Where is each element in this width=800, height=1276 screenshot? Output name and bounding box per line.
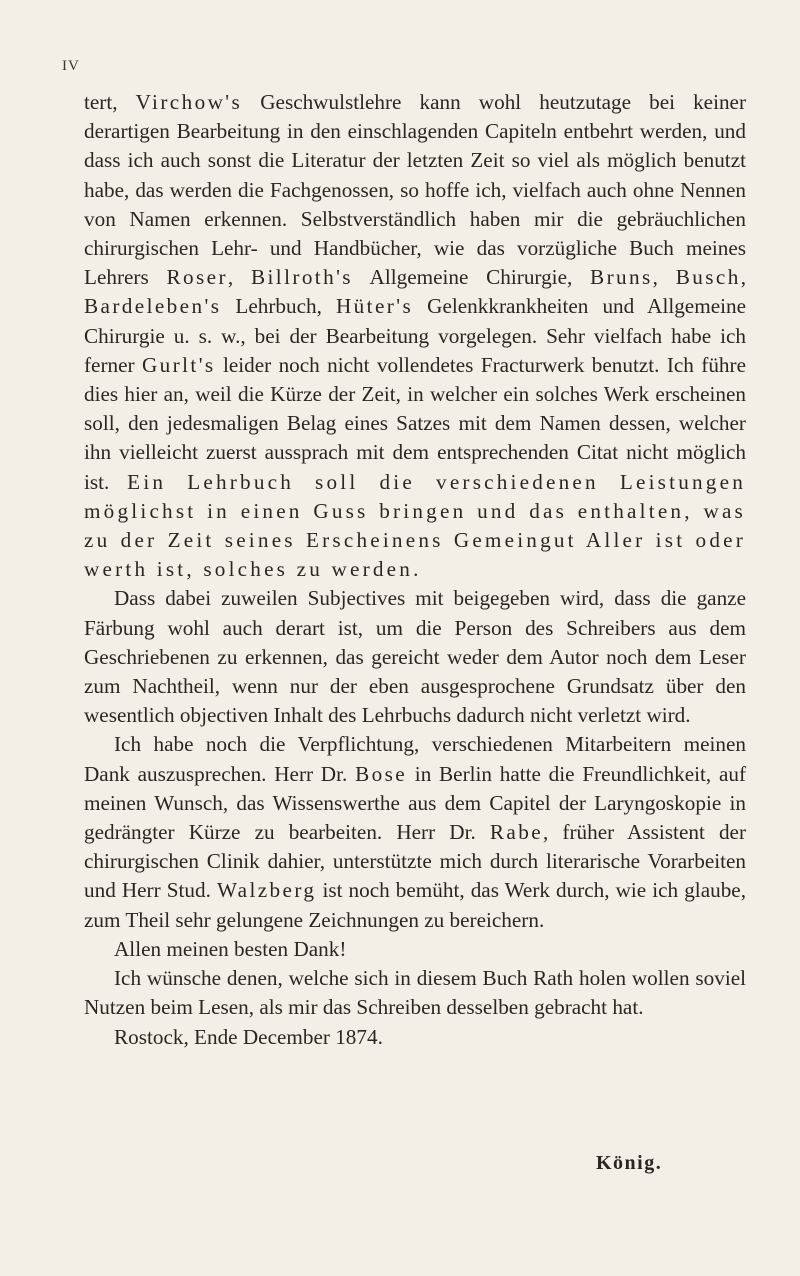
text-run: in Berlin hatte die Freundlichkeit, auf meinen Wunsch, das Wissenswerthe aus dem Capitel der Laryngoskopie in gedrängter Kürze zu bearbeiten. Herr Dr.	[84, 761, 746, 845]
spaced-name: Billroth's	[250, 265, 353, 290]
text-run: ,	[652, 265, 676, 290]
spaced-name: Hüter's	[335, 294, 414, 319]
text-run: ,	[227, 265, 251, 290]
spaced-name: Bruns	[590, 265, 653, 290]
text-run: ist noch bemüht, das Werk durch, wie ich glaube, zum Theil sehr gelungene Zeichnungen zu bereichern.	[84, 878, 746, 932]
text-run: , früher Assistent der chirurgischen Clinik dahier, unterstützte mich durch literarische Vorarbeiten und Herr Stud.	[84, 820, 746, 903]
spaced-name: Bardeleben's	[84, 294, 222, 319]
text-run: Lehrbuch,	[221, 294, 336, 319]
paragraph	[84, 964, 746, 1022]
spaced-name: Bose	[355, 761, 408, 786]
spaced-name: Walzberg	[216, 878, 317, 903]
spaced-name: Gurlt's	[141, 352, 216, 377]
text-run: Gelenkkrankheiten und Allgemeine Chirurgie u. s. w., bei der Bearbeitung vorgelegen. Sehr vielfach habe ich ferner	[84, 294, 746, 377]
spaced-name: Virchow's	[135, 90, 243, 114]
spaced-name: Ein Lehrbuch soll die verschiedenen Leistungen möglichst in einen Guss bringen und das enthalten, was zu der Zeit seines Erscheinens Gemeingut Aller ist oder werth ist, solches zu werden.	[84, 469, 746, 582]
spaced-name: Roser	[166, 265, 228, 290]
paragraph	[84, 584, 746, 730]
text-run: tert,	[84, 90, 136, 114]
spaced-name: Rabe	[489, 820, 544, 845]
text-run: Ich wünsche denen, welche sich in diesem Buch Rath holen wollen soviel Nutzen beim Lesen, als mir das Schreiben desselben gebracht hat.	[84, 966, 746, 1020]
paragraph	[84, 1023, 746, 1052]
author-signature: König.	[596, 1152, 663, 1174]
text-run: Allgemeine Chirurgie,	[352, 265, 591, 290]
text-run: Ich habe noch die Verpflichtung, verschiedenen Mitarbeitern meinen Dank auszusprechen. Herr Dr.	[84, 732, 746, 786]
text-run: Geschwulstlehre kann wohl heutzutage bei keiner derartigen Bearbeitung in den einschlagenden Capiteln entbehrt werden, und dass ich auch sonst die Literatur der letzten Zeit so viel als möglich benutzt habe, das werden die Fachgenossen, so hoffe ich, vielfach auch ohne Nennen von Namen erkennen. Selbstverständlich haben mir die gebräuchlichen chirurgischen Lehr- und Handbücher, wie das vorzügliche Buch meines Lehrers	[84, 90, 747, 290]
spaced-name: Busch	[675, 265, 741, 290]
text-run: ,	[740, 265, 746, 290]
page-number: IV	[62, 58, 80, 74]
paragraph	[84, 935, 746, 964]
paragraph	[84, 730, 746, 934]
paragraph	[84, 88, 746, 584]
text-run: Dass dabei zuweilen Subjectives mit beigegeben wird, dass die ganze Färbung wohl auch derart ist, um die Person des Schreibers aus dem Geschriebenen zu erkennen, das gereicht weder dem Autor noch dem Leser zum Nachtheil, wenn nur der eben ausgesprochene Grundsatz über den wesentlich objectiven Inhalt des Lehrbuchs dadurch nicht verletzt wird.	[84, 586, 746, 728]
text-run: leider noch nicht vollendetes Fracturwerk benutzt. Ich führe dies hier an, weil die Kürze der Zeit, in welcher ein solches Werk erscheinen soll, den jedesmaligen Belag eines Satzes mit dem Namen dessen, welcher ihn vielleicht zuerst aussprach mit dem entsprechenden Citat nicht möglich ist.	[84, 352, 746, 494]
text-run: Allen meinen besten Dank!	[114, 936, 347, 961]
text-run: Rostock, Ende December 1874.	[114, 1024, 383, 1049]
preface-text	[84, 88, 746, 1052]
